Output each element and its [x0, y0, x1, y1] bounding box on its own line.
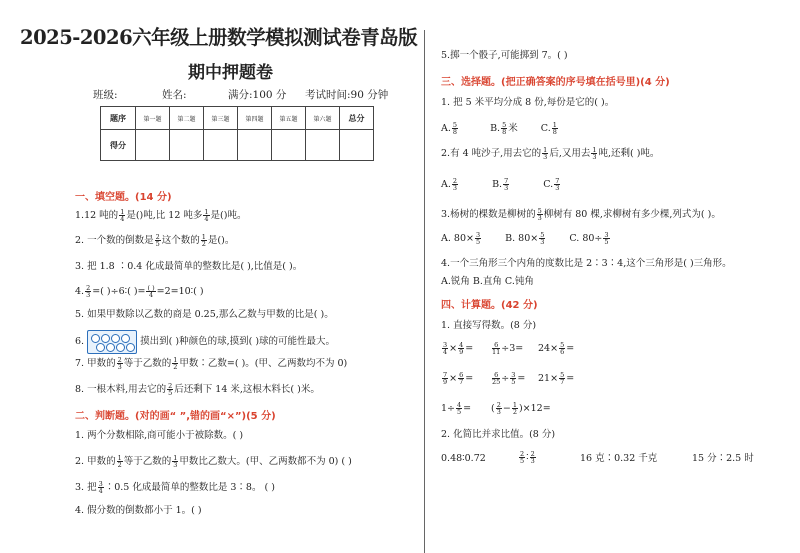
- exam-subtitle: 期中押题卷: [188, 63, 273, 83]
- section2-heading: 二、判断题。(对的画“ ”,错的画“×”)(5 分): [75, 411, 276, 422]
- score-table-total: 总分: [340, 107, 374, 130]
- score-table-col: 第三题: [204, 107, 238, 130]
- s1-q3: 3. 把 1.8 ∶0.4 化成最简单的整数比是( ),比值是( )。: [75, 261, 303, 272]
- score-table-col: 第六题: [306, 107, 340, 130]
- score-table-col: 第四题: [238, 107, 272, 130]
- score-cell[interactable]: [272, 130, 306, 161]
- s2-q5: 5.掷一个骰子,可能掷到 7。( ): [441, 50, 568, 61]
- section4-heading: 四、计算题。(42 分): [441, 300, 538, 311]
- exam-time: 考试时间:90 分钟: [305, 89, 389, 101]
- score-cell[interactable]: [136, 130, 170, 161]
- s3-q1-options: A. $\frac{5}{8}$ B. $\frac{5}{8}$ 米 C. $\frac{1}{8}$: [441, 121, 557, 136]
- s1-q5: 5. 如果甲数除以乙数的商是 0.25,那么乙数与甲数的比是( )。: [75, 309, 334, 320]
- ratio-item: $\frac{2}{5}$ ∶ $\frac{2}{3}$: [520, 450, 535, 465]
- name-label: 姓名:: [162, 89, 187, 101]
- section1-heading: 一、填空题。(14 分): [75, 192, 172, 203]
- s3-q4-options: A.锐角 B.直角 C.钝角: [441, 276, 534, 287]
- s3-q2-options: A. $\frac{2}{3}$ B. $\frac{7}{3}$ C. $\frac{7}{3}$: [441, 177, 560, 192]
- s2-q1: 1. 两个分数相除,商可能小于被除数。( ): [75, 430, 244, 441]
- s2-q3: 3. 把 $\frac{3}{4}$ ∶0.5 化成最简单的整数比是 3∶8。 ( ): [75, 480, 275, 495]
- full-score: 满分:100 分: [228, 89, 287, 101]
- score-row-label: 得分: [101, 130, 136, 161]
- ratio-item: 16 克∶0.32 千克: [580, 453, 658, 464]
- ball-box-image: [87, 330, 137, 354]
- page-title: 2025-2026六年级上册数学模拟测试卷青岛版: [20, 26, 418, 49]
- s3-q3: 3.杨树的棵数是柳树的 $\frac{5}{3}$ 柳树有 80 棵,求柳树有多少棵,列式为( )。: [441, 207, 721, 222]
- s1-q2: 2. 一个数的倒数是 $\frac{2}{5}$ 这个数的 $\frac{1}{2}$ 是()。: [75, 233, 235, 248]
- s3-q3-options: A. 80× $\frac{3}{5}$ B. 80× $\frac{5}{3}$ C. 80÷ $\frac{3}{5}$: [441, 231, 609, 246]
- ratio-item: 15 分∶2.5 时: [692, 453, 754, 464]
- s1-q6: 6. 摸出到( )种颜色的球,摸到( )球的可能性最大。: [75, 330, 335, 354]
- score-cell[interactable]: [238, 130, 272, 161]
- s4-part1: 1. 直接写得数。(8 分): [441, 320, 537, 331]
- s1-q4: 4. $\frac{2}{3}$ =( )÷6∶( )= $\frac{( )}{4}$ =2=10∶( ): [75, 284, 204, 299]
- calc-item: 21× $\frac{5}{7}$ =: [538, 371, 575, 386]
- s3-q4: 4.一个三角形三个内角的度数比是 2∶3∶4,这个三角形是( )三角形。: [441, 258, 732, 269]
- s2-q2: 2. 甲数的 $\frac{1}{2}$ 等于乙数的 $\frac{1}{3}$ 甲数比乙数大。(甲、乙两数都不为 0) ( ): [75, 454, 352, 469]
- score-table-col: 第五题: [272, 107, 306, 130]
- score-cell[interactable]: [170, 130, 204, 161]
- calc-item: 1÷ $\frac{4}{5}$ =: [441, 401, 472, 416]
- score-table-header: 题序: [101, 107, 136, 130]
- s1-q1: 1.12 吨的 $\frac{1}{4}$ 是()吨,比 12 吨多 $\frac{1}{4}$ 是()吨。: [75, 208, 247, 223]
- s1-q7: 7. 甲数的 $\frac{2}{3}$ 等于乙数的 $\frac{1}{2}$ 甲数∶乙数=( )。(甲、乙两数均不为 0): [75, 356, 348, 371]
- s3-q1: 1. 把 5 米平均分成 8 份,每份是它的( )。: [441, 97, 615, 108]
- section3-heading: 三、选择题。(把正确答案的序号填在括号里)(4 分): [441, 77, 670, 88]
- score-cell[interactable]: [306, 130, 340, 161]
- score-table-col: 第二题: [170, 107, 204, 130]
- class-label: 班级:: [93, 89, 118, 101]
- s3-q2: 2.有 4 吨沙子,用去它的 $\frac{1}{3}$ 后,又用去 $\frac{1}{3}$ 吨,还剩( )吨。: [441, 146, 660, 161]
- score-table: [100, 106, 374, 161]
- s1-q8: 8. 一根木料,用去它的 $\frac{2}{5}$ 后还剩下 14 米,这根木料长( )米。: [75, 382, 320, 397]
- s4-part2: 2. 化简比并求比值。(8 分): [441, 429, 556, 440]
- ratio-item: 0.48∶0.72: [441, 453, 486, 464]
- s2-q4: 4. 假分数的倒数都小于 1。( ): [75, 505, 202, 516]
- calc-item: ( $\frac{2}{3}$ − $\frac{1}{2}$ )×12=: [491, 401, 551, 416]
- calc-item: $\frac{6}{11}$ ÷3=: [492, 341, 524, 356]
- calc-item: $\frac{6}{25}$ ÷ $\frac{3}{5}$ =: [492, 371, 526, 386]
- calc-item: 24× $\frac{5}{6}$ =: [538, 341, 575, 356]
- score-table-col: 第一题: [136, 107, 170, 130]
- column-divider: [424, 30, 425, 553]
- score-cell[interactable]: [204, 130, 238, 161]
- calc-item: $\frac{7}{9}$ × $\frac{6}{7}$ =: [443, 371, 474, 386]
- calc-item: $\frac{3}{4}$ × $\frac{4}{9}$ =: [443, 341, 474, 356]
- score-cell[interactable]: [340, 130, 374, 161]
